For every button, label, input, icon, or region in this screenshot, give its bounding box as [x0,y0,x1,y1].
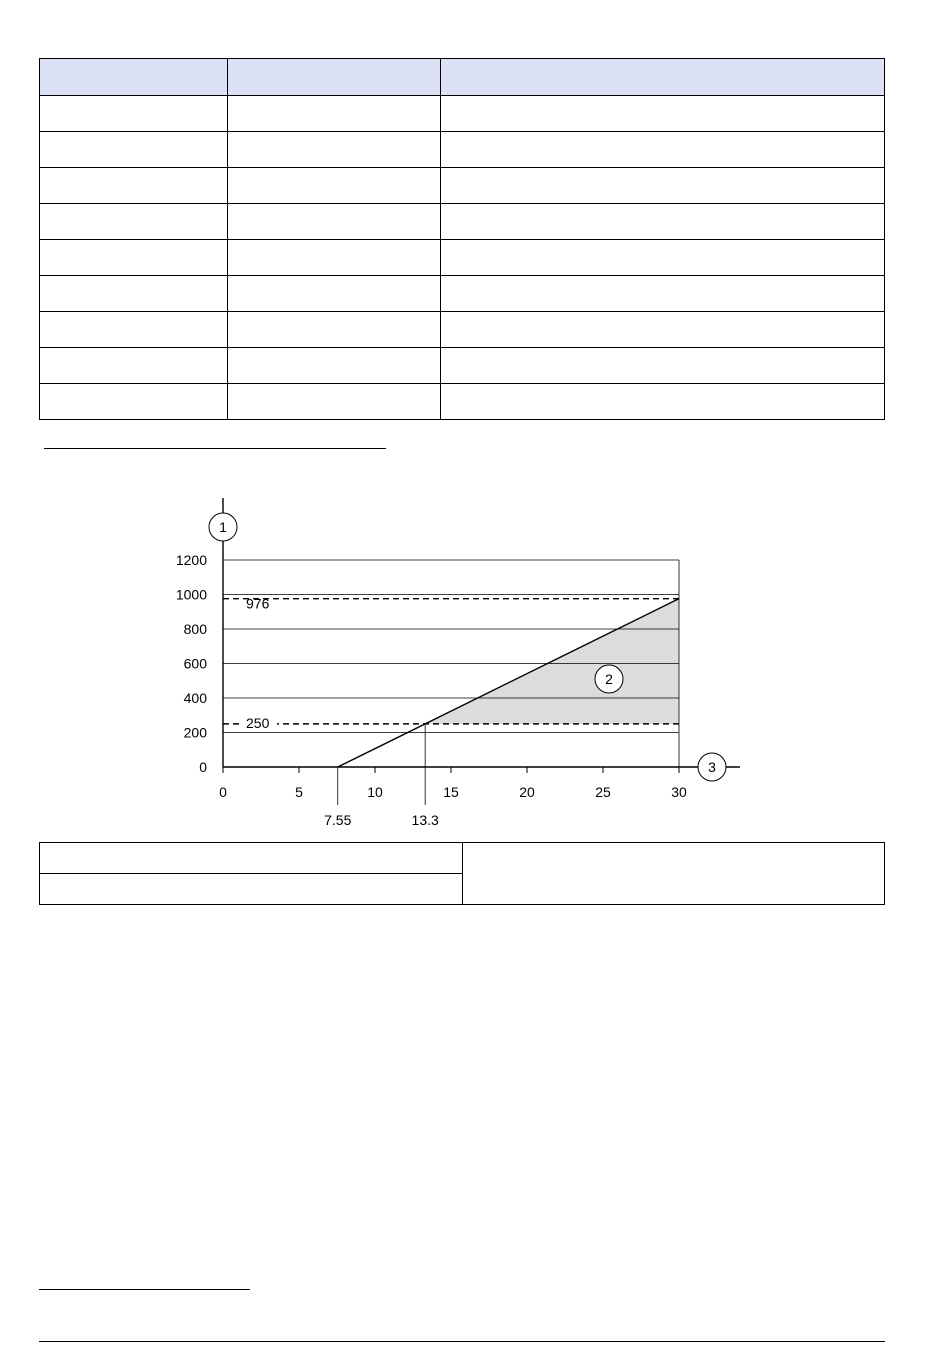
y-tick-label: 600 [183,655,207,672]
page-footer-rule [39,1341,885,1342]
y-tick-label: 1000 [175,586,207,603]
chart [160,490,760,840]
table-cell [228,276,441,312]
x-tick-label: 25 [595,784,611,800]
table-cell [228,240,441,276]
y-tick-label: 800 [183,621,207,637]
x-tick-label: 10 [367,784,383,800]
table-cell [40,204,228,240]
x-tick-label: 5 [295,784,303,800]
table-row [40,204,885,240]
x-tick-label: 15 [443,784,459,800]
callout-x-axis-label: 3 [708,759,716,775]
table-cell [228,384,441,420]
x-tick-label: 20 [519,784,535,800]
reference-label-250: 250 [246,714,270,731]
callout-y-axis-label: 1 [219,519,227,535]
table-cell [441,168,885,204]
table-row [40,132,885,168]
table-cell [228,168,441,204]
table-cell [40,384,228,420]
table-header-cell [228,59,441,96]
table-row [40,348,885,384]
reference-label-976: 976 [246,595,270,612]
table-cell [441,132,885,168]
table-cell [40,312,228,348]
legend-table [39,842,885,905]
legend-cell-left-bottom [40,874,463,905]
table-cell [441,240,885,276]
y-tick-label: 0 [199,759,207,775]
table-cell [228,348,441,384]
footnote-separator [44,448,386,449]
table-header-cell [40,59,228,96]
table-cell [40,132,228,168]
y-tick-label: 400 [183,690,207,706]
table-cell [40,276,228,312]
table-cell [228,96,441,132]
table-cell [40,168,228,204]
table-cell [228,204,441,240]
table-cell [441,96,885,132]
x-tick-label: 0 [219,784,227,800]
table-row [40,240,885,276]
table-cell [441,276,885,312]
data-table [39,58,885,420]
table-row [40,276,885,312]
table-row [40,96,885,132]
table-cell [441,348,885,384]
table-cell [40,348,228,384]
table-row [40,312,885,348]
reference-label-13.3: 13.3 [411,812,439,828]
table-header-row [40,59,885,96]
legend-cell-right [462,843,885,905]
table-cell [228,132,441,168]
legend-cell-left-top [40,843,463,874]
y-tick-label: 1200 [175,552,207,568]
table-cell [40,240,228,276]
footnote-separator-bottom [39,1289,250,1290]
table-cell [441,204,885,240]
reference-label-7.55: 7.55 [324,812,352,828]
table-header-cell [441,59,885,96]
table-cell [40,96,228,132]
x-tick-label: 30 [671,784,687,800]
table-cell [441,312,885,348]
table-cell [441,384,885,420]
table-row [40,384,885,420]
table-cell [228,312,441,348]
callout-region-label: 2 [605,671,613,687]
table-row [40,168,885,204]
y-tick-label: 200 [183,724,207,741]
